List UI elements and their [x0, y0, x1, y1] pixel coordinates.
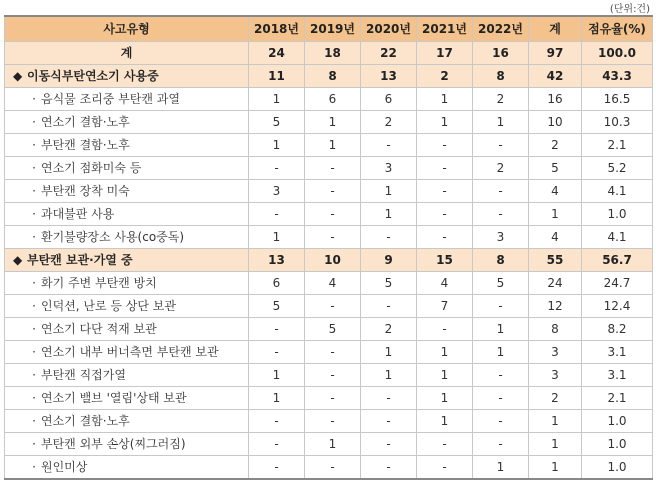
- bullet-dot-icon: ·: [32, 460, 36, 474]
- value-cell: 10: [305, 249, 361, 272]
- value-cell: -: [361, 295, 417, 318]
- value-cell: 1: [529, 410, 582, 433]
- table-row: [5, 134, 653, 157]
- value-cell: 8: [473, 65, 529, 88]
- value-cell: -: [361, 226, 417, 249]
- table-row: [5, 272, 653, 295]
- value-cell: 15: [417, 249, 473, 272]
- value-cell: 1: [417, 341, 473, 364]
- value-cell: -: [305, 410, 361, 433]
- total-row: [5, 42, 653, 65]
- value-cell: -: [361, 410, 417, 433]
- value-cell: 1: [361, 180, 417, 203]
- value-cell: 12.4: [582, 295, 653, 318]
- item-label-cell: [5, 272, 249, 295]
- bullet-dot-icon: ·: [32, 161, 36, 175]
- value-cell: -: [473, 410, 529, 433]
- value-cell: 2: [529, 387, 582, 410]
- value-cell: 3.1: [582, 341, 653, 364]
- table-row: [5, 387, 653, 410]
- value-cell: 12: [529, 295, 582, 318]
- value-cell: 2: [473, 157, 529, 180]
- value-cell: 55: [529, 249, 582, 272]
- item-label-cell: [5, 134, 249, 157]
- item-label-cell: [5, 226, 249, 249]
- value-cell: -: [417, 203, 473, 226]
- bullet-dot-icon: ·: [32, 92, 36, 106]
- value-cell: -: [417, 134, 473, 157]
- value-cell: 1: [529, 456, 582, 480]
- total-label: 계: [5, 42, 249, 65]
- value-cell: 3: [473, 226, 529, 249]
- value-cell: -: [473, 134, 529, 157]
- row-label: 연소기 밸브 '열림'상태 보관: [41, 391, 187, 405]
- row-label: 부탄캔 장착 미숙: [41, 184, 130, 198]
- value-cell: 2: [473, 88, 529, 111]
- header-row: [5, 16, 653, 42]
- table-row: [5, 157, 653, 180]
- value-cell: -: [249, 157, 305, 180]
- value-cell: 2: [529, 134, 582, 157]
- value-cell: 13: [249, 249, 305, 272]
- header-cell: 사고유형: [5, 16, 249, 42]
- total-cell: 16: [473, 42, 529, 65]
- row-label: 연소기 결함·노후: [41, 414, 130, 428]
- bullet-dot-icon: ·: [32, 276, 36, 290]
- value-cell: 8: [473, 249, 529, 272]
- value-cell: 10.3: [582, 111, 653, 134]
- value-cell: -: [417, 318, 473, 341]
- row-label: 연소기 결함·노후: [41, 115, 130, 129]
- header-cell: 2018년: [249, 16, 305, 42]
- value-cell: -: [249, 203, 305, 226]
- value-cell: 1: [361, 203, 417, 226]
- bullet-dot-icon: ·: [32, 138, 36, 152]
- bullet-dot-icon: ·: [32, 368, 36, 382]
- value-cell: -: [305, 203, 361, 226]
- value-cell: 2.1: [582, 134, 653, 157]
- item-label-cell: [5, 433, 249, 456]
- value-cell: 5: [361, 272, 417, 295]
- value-cell: 1: [305, 134, 361, 157]
- value-cell: -: [361, 433, 417, 456]
- row-label: 부탄캔 결함·노후: [41, 138, 130, 152]
- row-label: 원인미상: [41, 460, 88, 474]
- value-cell: 1: [417, 410, 473, 433]
- item-label-cell: [5, 111, 249, 134]
- category-label-cell: [5, 249, 249, 272]
- value-cell: 1: [417, 387, 473, 410]
- item-label-cell: [5, 318, 249, 341]
- value-cell: 2: [417, 65, 473, 88]
- table-row: [5, 341, 653, 364]
- value-cell: 43.3: [582, 65, 653, 88]
- table-row: [5, 226, 653, 249]
- value-cell: 3: [529, 341, 582, 364]
- header-cell: 2020년: [361, 16, 417, 42]
- bullet-dot-icon: ·: [32, 345, 36, 359]
- bullet-dot-icon: ·: [32, 391, 36, 405]
- total-cell: 100.0: [582, 42, 653, 65]
- table-row: [5, 203, 653, 226]
- bullet-dot-icon: ·: [32, 230, 36, 244]
- value-cell: 5: [529, 157, 582, 180]
- value-cell: 4: [417, 272, 473, 295]
- header-cell: 점유율(%): [582, 16, 653, 42]
- value-cell: 6: [305, 88, 361, 111]
- value-cell: 1.0: [582, 410, 653, 433]
- value-cell: 2: [361, 318, 417, 341]
- table-row: [5, 410, 653, 433]
- total-cell: 18: [305, 42, 361, 65]
- value-cell: 4: [529, 180, 582, 203]
- value-cell: 1: [417, 364, 473, 387]
- value-cell: -: [417, 180, 473, 203]
- value-cell: 8: [305, 65, 361, 88]
- value-cell: 1: [417, 88, 473, 111]
- value-cell: -: [249, 433, 305, 456]
- bullet-dot-icon: ·: [32, 115, 36, 129]
- value-cell: -: [361, 134, 417, 157]
- diamond-icon: ◆: [13, 69, 23, 83]
- value-cell: -: [473, 387, 529, 410]
- value-cell: -: [473, 433, 529, 456]
- item-label-cell: [5, 364, 249, 387]
- item-label-cell: [5, 295, 249, 318]
- value-cell: 9: [361, 249, 417, 272]
- value-cell: 1.0: [582, 433, 653, 456]
- value-cell: 1: [249, 364, 305, 387]
- value-cell: 3: [529, 364, 582, 387]
- item-label-cell: [5, 180, 249, 203]
- table-row: [5, 364, 653, 387]
- row-label: 연소기 다단 적재 보관: [41, 322, 157, 336]
- value-cell: -: [417, 456, 473, 480]
- header-cell: 2021년: [417, 16, 473, 42]
- unit-label: (단위:건): [609, 4, 650, 15]
- value-cell: -: [473, 364, 529, 387]
- row-label: 연소기 내부 버너측면 부탄캔 보관: [41, 345, 219, 359]
- value-cell: 1: [529, 203, 582, 226]
- header-cell: 2019년: [305, 16, 361, 42]
- value-cell: 1: [249, 387, 305, 410]
- table-row: [5, 88, 653, 111]
- value-cell: 3: [249, 180, 305, 203]
- value-cell: 13: [361, 65, 417, 88]
- row-label: 음식물 조리중 부탄캔 과열: [41, 92, 180, 106]
- value-cell: -: [305, 295, 361, 318]
- value-cell: 6: [249, 272, 305, 295]
- row-label: 과대불판 사용: [41, 207, 115, 221]
- table-row: [5, 318, 653, 341]
- header-cell: 2022년: [473, 16, 529, 42]
- bullet-dot-icon: ·: [32, 184, 36, 198]
- row-label: 부탄캔 외부 손상(찌그러짐): [41, 437, 186, 451]
- value-cell: 16: [529, 88, 582, 111]
- value-cell: 4: [305, 272, 361, 295]
- value-cell: 6: [361, 88, 417, 111]
- value-cell: 4.1: [582, 180, 653, 203]
- value-cell: 4: [529, 226, 582, 249]
- value-cell: 11: [249, 65, 305, 88]
- item-label-cell: [5, 88, 249, 111]
- value-cell: -: [473, 203, 529, 226]
- value-cell: 10: [529, 111, 582, 134]
- value-cell: 1: [249, 88, 305, 111]
- value-cell: 5: [249, 111, 305, 134]
- value-cell: 1: [249, 134, 305, 157]
- value-cell: 1: [305, 433, 361, 456]
- value-cell: -: [305, 456, 361, 480]
- value-cell: 8.2: [582, 318, 653, 341]
- value-cell: 1: [473, 318, 529, 341]
- bullet-dot-icon: ·: [32, 437, 36, 451]
- value-cell: 2.1: [582, 387, 653, 410]
- table-row: [5, 111, 653, 134]
- value-cell: 3.1: [582, 364, 653, 387]
- value-cell: 56.7: [582, 249, 653, 272]
- value-cell: 5: [473, 272, 529, 295]
- value-cell: 1: [249, 226, 305, 249]
- value-cell: -: [361, 456, 417, 480]
- value-cell: 5: [249, 295, 305, 318]
- value-cell: 42: [529, 65, 582, 88]
- value-cell: 2: [361, 111, 417, 134]
- bullet-dot-icon: ·: [32, 414, 36, 428]
- table-row: [5, 180, 653, 203]
- item-label-cell: [5, 456, 249, 480]
- category-row: [5, 249, 653, 272]
- value-cell: -: [249, 318, 305, 341]
- bullet-dot-icon: ·: [32, 207, 36, 221]
- diamond-icon: ◆: [13, 253, 23, 267]
- value-cell: -: [417, 157, 473, 180]
- row-label: 연소기 점화미숙 등: [41, 161, 142, 175]
- value-cell: 7: [417, 295, 473, 318]
- value-cell: 1: [473, 456, 529, 480]
- value-cell: -: [473, 180, 529, 203]
- value-cell: -: [305, 387, 361, 410]
- value-cell: 1: [417, 111, 473, 134]
- value-cell: -: [305, 364, 361, 387]
- row-label: 이동식부탄연소기 사용중: [27, 69, 159, 83]
- accident-type-table: [4, 15, 653, 480]
- header-cell: 계: [529, 16, 582, 42]
- value-cell: -: [305, 226, 361, 249]
- value-cell: 1: [529, 433, 582, 456]
- value-cell: 5: [305, 318, 361, 341]
- value-cell: 1: [473, 341, 529, 364]
- value-cell: 4.1: [582, 226, 653, 249]
- value-cell: -: [249, 456, 305, 480]
- category-row: [5, 65, 653, 88]
- value-cell: -: [417, 226, 473, 249]
- value-cell: 3: [361, 157, 417, 180]
- value-cell: 24: [529, 272, 582, 295]
- category-label-cell: [5, 65, 249, 88]
- item-label-cell: [5, 387, 249, 410]
- total-cell: 24: [249, 42, 305, 65]
- item-label-cell: [5, 410, 249, 433]
- total-cell: 17: [417, 42, 473, 65]
- value-cell: 1: [473, 111, 529, 134]
- value-cell: 16.5: [582, 88, 653, 111]
- value-cell: -: [417, 433, 473, 456]
- row-label: 부탄캔 보관·가열 중: [27, 253, 133, 267]
- value-cell: -: [249, 341, 305, 364]
- item-label-cell: [5, 203, 249, 226]
- total-cell: 97: [529, 42, 582, 65]
- value-cell: -: [249, 410, 305, 433]
- value-cell: 1: [361, 364, 417, 387]
- value-cell: -: [361, 387, 417, 410]
- item-label-cell: [5, 341, 249, 364]
- value-cell: 5.2: [582, 157, 653, 180]
- value-cell: -: [305, 157, 361, 180]
- value-cell: 24.7: [582, 272, 653, 295]
- row-label: 환기불량장소 사용(co중독): [41, 230, 185, 244]
- value-cell: 8: [529, 318, 582, 341]
- value-cell: -: [305, 341, 361, 364]
- value-cell: 1: [305, 111, 361, 134]
- row-label: 인덕션, 난로 등 상단 보관: [41, 299, 176, 313]
- value-cell: 1.0: [582, 203, 653, 226]
- row-label: 화기 주변 부탄캔 방치: [41, 276, 157, 290]
- table-row: [5, 295, 653, 318]
- item-label-cell: [5, 157, 249, 180]
- row-label: 부탄캔 직접가열: [41, 368, 126, 382]
- value-cell: -: [305, 180, 361, 203]
- table-row: [5, 456, 653, 480]
- value-cell: 1.0: [582, 456, 653, 480]
- total-cell: 22: [361, 42, 417, 65]
- value-cell: 1: [361, 341, 417, 364]
- bullet-dot-icon: ·: [32, 299, 36, 313]
- bullet-dot-icon: ·: [32, 322, 36, 336]
- value-cell: -: [473, 295, 529, 318]
- table-row: [5, 433, 653, 456]
